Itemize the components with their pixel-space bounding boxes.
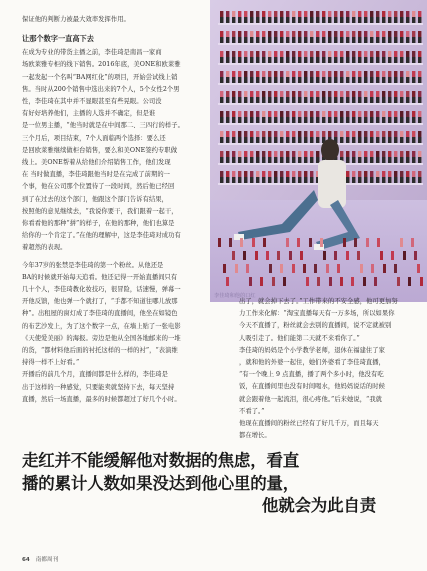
text-line: 是回欧莱雅继续做柜台销售，要么和美ONE签约专职做 xyxy=(22,146,178,154)
text-line: 按照他的意见继续去，“我说你要干，我们跟着一起干， xyxy=(22,207,178,215)
photo-illustration xyxy=(210,0,427,302)
paragraph-1 xyxy=(22,47,200,254)
text-line: 性，李佳琦在其中并不显眼甚至有些晃眼。公司没 xyxy=(22,98,162,106)
section-subhead: 让那个数字一直高下去 xyxy=(22,34,94,44)
text-line: 饭，在直播间里也没有时间喝水，他妈妈说话的时候 xyxy=(239,383,385,391)
text-line: 着超然的表现。 xyxy=(22,244,67,252)
text-line: BA的时候就开始每天追看。他还记得一开始直播间只有 xyxy=(22,273,178,281)
right-paragraph-1 xyxy=(239,296,407,442)
text-line: ，就和他的外婆一起住，她们外婆看了李佳琦直播， xyxy=(239,359,385,367)
text-line: 有好好培养他们，主播的人选并不确定，但是谁 xyxy=(22,110,156,118)
text-line: 不看了。” xyxy=(239,407,265,415)
text-line: 都在增长。 xyxy=(239,432,271,440)
pull-quote-line: 播的累计人数如果没达到他心里的量， xyxy=(22,473,300,493)
text-line: 给你的一个肯定了。”在他的理解中，这是李佳琦对成功有 xyxy=(22,232,181,240)
text-line: 是一位男主播，“他当时就是在中间那二、三四行的样子。 xyxy=(22,122,184,130)
text-line: 李佳琦的妈妈是个小学教学老师，退休在福建住了家 xyxy=(239,346,385,354)
text-line: 在 当时做直播，李佳琦跟他当时是在完成了前期的一 xyxy=(22,171,171,179)
text-line: 在成为专业的带货主播之前，李佳琦是南昌一家商 xyxy=(22,49,162,57)
pull-quote-line: 他就会为此自责 xyxy=(261,496,376,515)
text-line: 出于这样的一种感觉，只要能卖就坚持下去，每天坚持 xyxy=(22,383,175,391)
text-line: 他现在直播间的粉丝已经有了好几千万，而且每天 xyxy=(239,420,379,428)
text-line: 售。当时从200个销售中选出来的7个人，5个女性2个男 xyxy=(22,85,180,93)
text-line: 《天使爱美丽》的海报。旁边是他从全国各地邮来的一堆 xyxy=(22,334,181,342)
text-line: 到了在过去的这个部门，他跟这个部门告诉有结果， xyxy=(22,195,168,203)
text-line: 今年37岁的张禁是李佳琦的第一个粉丝。从他还是 xyxy=(22,261,164,269)
text-line: 场欧莱雅专柜的线下销售。2016年底，美ONE和欧莱雅 xyxy=(22,61,181,69)
text-line: 种”。出租屋的窗灯成了李佳琦的直播间，他坐在如镜色 xyxy=(22,310,178,318)
text-line: 持得一样不上好看。” xyxy=(22,359,80,367)
text-line: 你看看他的那种“拼”的样子，在他的那种，他们也算是 xyxy=(22,220,175,228)
lipstick-photo xyxy=(210,0,427,302)
text-line: “有一个晚上 9 点直播，播了两个多小时，他没有吃 xyxy=(239,371,384,379)
text-line: 开播后的前几个月，直播间都是什么样的，李佳琦是 xyxy=(22,371,168,379)
pull-quote-line: 走红并不能缓解他对数据的焦虑，看直 xyxy=(22,451,300,470)
paragraph-2 xyxy=(22,260,200,406)
magazine-name: 南都周刊 xyxy=(35,557,59,563)
left-column xyxy=(22,14,200,406)
photo-caption: 李佳琦和他的口红 xyxy=(214,293,256,299)
text-line: 的货，“都材料他后面的衬托这样的一样的衬”，“表演维 xyxy=(22,347,178,355)
text-line: 出了，就会掉下去了。”工作带来的不安全感，他可更加努 xyxy=(239,298,398,305)
text-line: 一起发起一个名叫“BA网红化”的项目，开始尝试线上销 xyxy=(22,73,178,81)
text-line: 三个月后，项目结束，7个人面临两个选择：要么还 xyxy=(22,134,166,142)
page-footer xyxy=(22,555,58,563)
text-line: 力工作来化解：“淘宝直播每天有一万多场，所以如果你 xyxy=(239,310,395,318)
text-line: 保证他的判断力被最大效率发挥作用。 xyxy=(22,16,130,23)
text-line: 几十个人，李佳琦教化妆技巧，很冒险，话速慢，弹幕一 xyxy=(22,286,181,294)
text-line: 直播，然后一场直播，最多的时候都超过了好几个小时。 xyxy=(22,395,181,403)
text-line: 个事，他在公司那个位置待了一段时间，然后他已经回 xyxy=(22,183,175,191)
text-line: 人吸引走了。他们能第二天就不来看你了。” xyxy=(239,334,360,342)
text-line: 线上。美ONE帮着从给他们介绍销售工作，他们发现 xyxy=(22,159,171,167)
pull-quote xyxy=(22,450,382,518)
text-line: 今天不直播了，粉丝就会去别的直播间，说不定就被别 xyxy=(239,322,392,330)
page-number: 64 xyxy=(22,557,30,563)
text-line: 就会跟着他一起流泪，很心疼他。”后来她说，“我就 xyxy=(239,395,383,403)
text-line: 的布艺沙发上，为了这个数字一点，在墙上贴了一张电影 xyxy=(22,322,181,330)
text-line: 开他反馈，他也弹一个就打了，“手都不知道往哪儿放那 xyxy=(22,298,178,306)
right-column xyxy=(239,296,407,447)
